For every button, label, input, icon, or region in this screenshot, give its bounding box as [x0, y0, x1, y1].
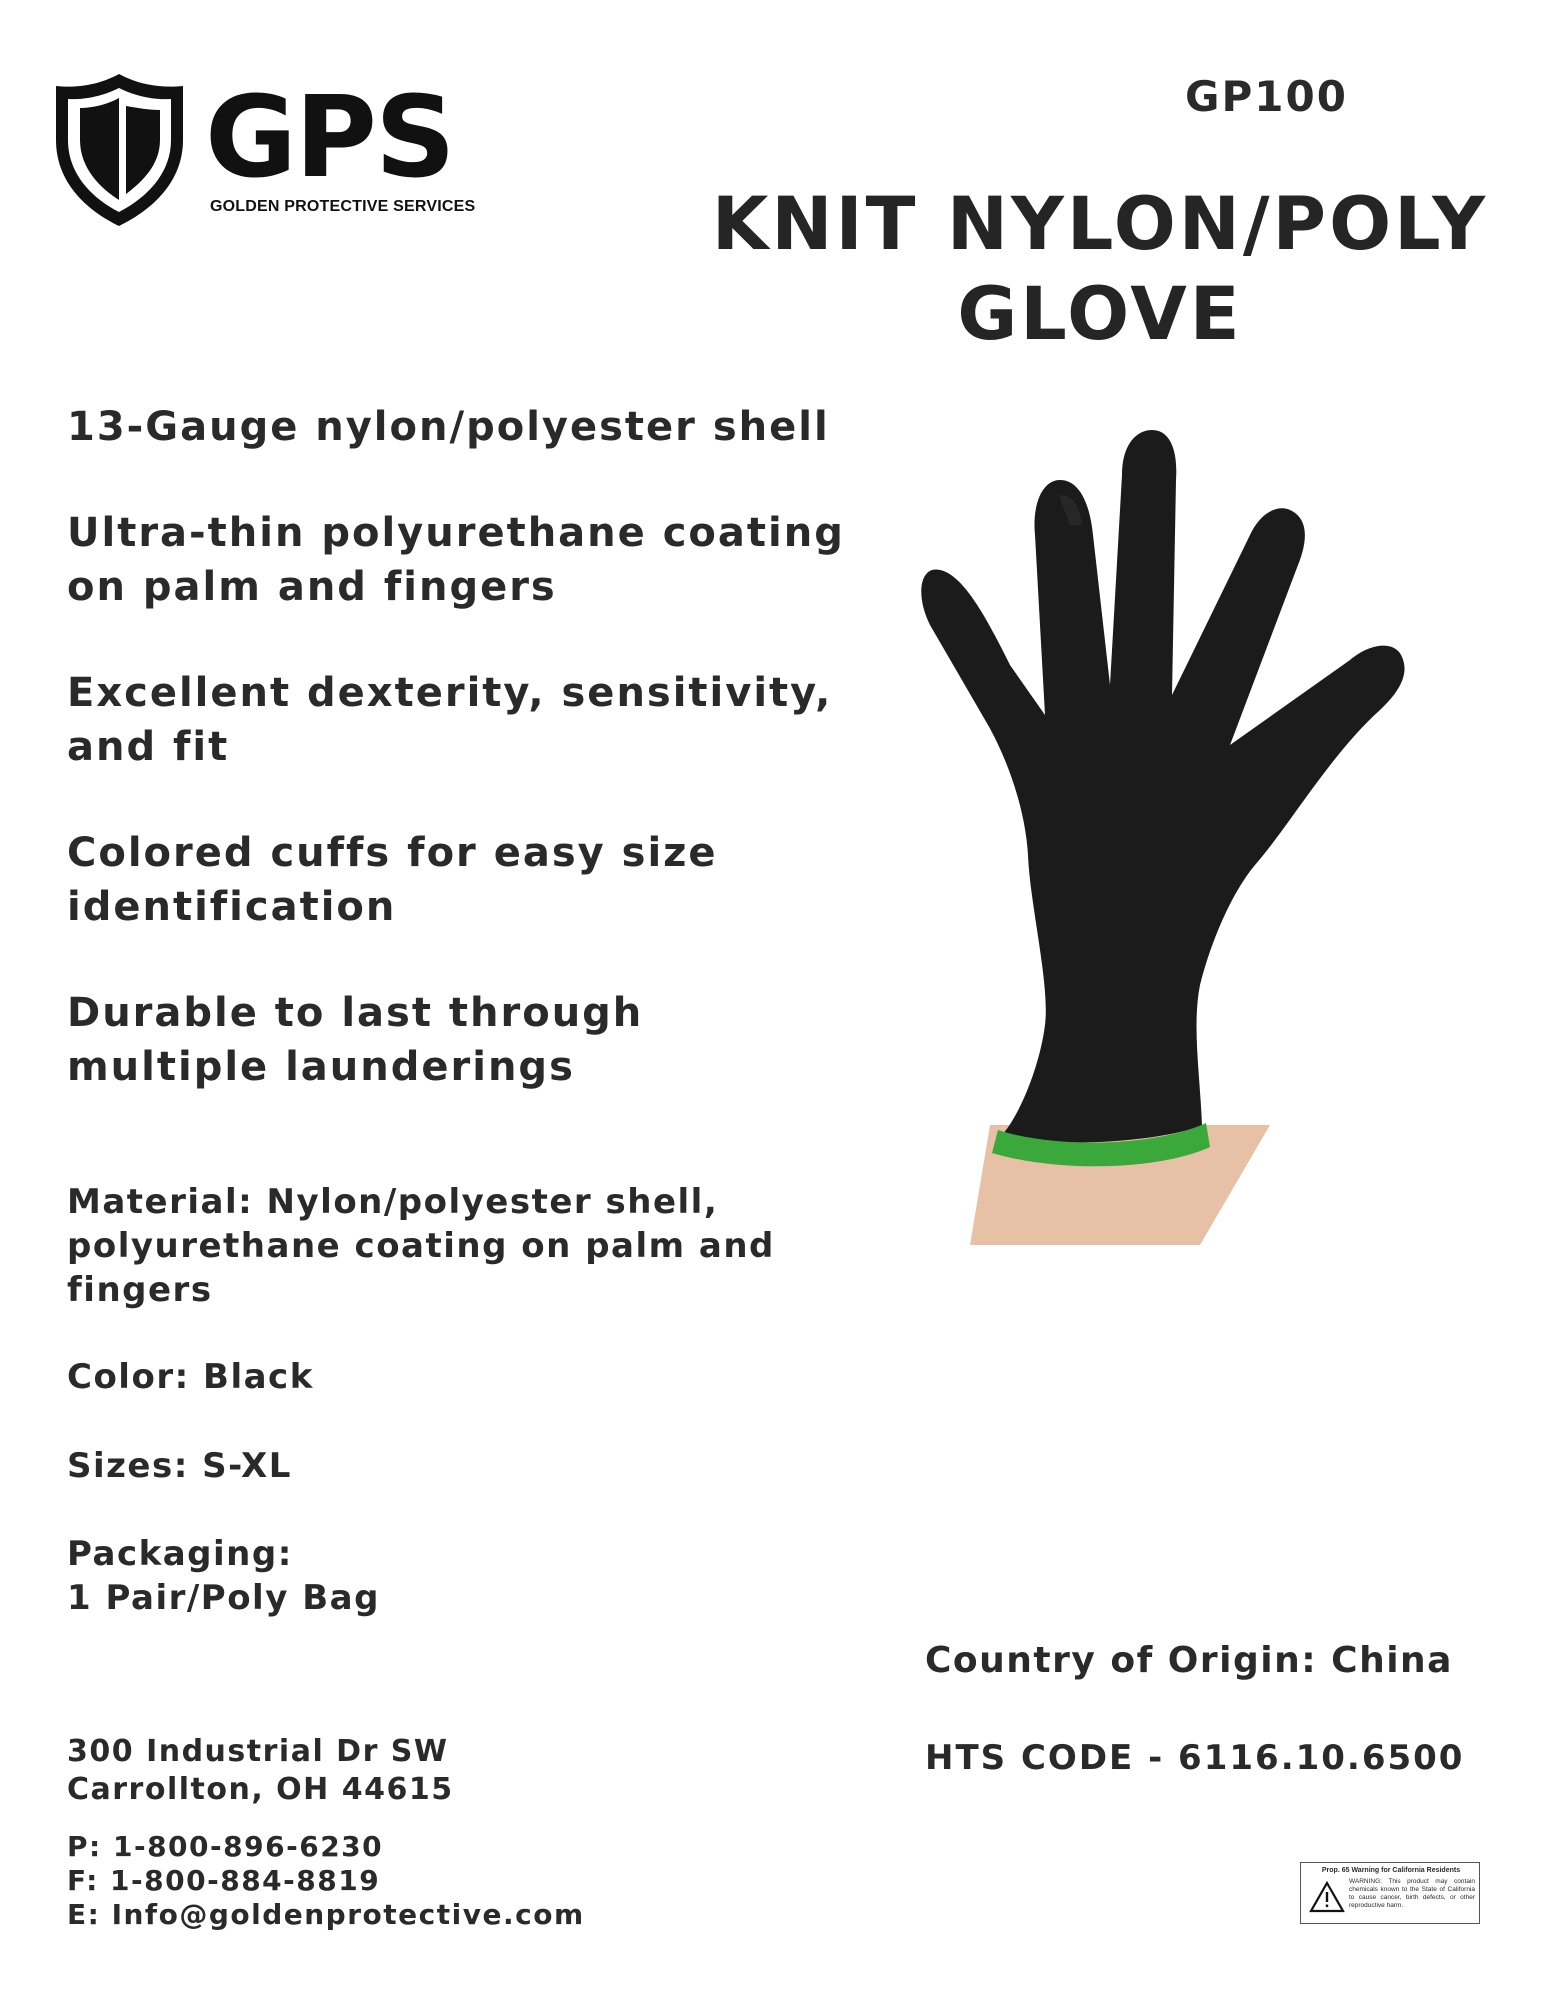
- contact-block: [67, 1830, 585, 1932]
- spec-packaging-label: Packaging:: [67, 1534, 293, 1574]
- spec-material: Material: Nylon/polyester shell, polyurethane coating on palm and fingers: [67, 1182, 775, 1310]
- prop65-title: Prop. 65 Warning for California Residents: [1321, 1867, 1461, 1874]
- address-line2: Carrollton, OH 44615: [67, 1772, 454, 1807]
- product-title-line2: GLOVE: [957, 272, 1243, 357]
- model-number: GP100: [1185, 72, 1348, 121]
- shield-logo-icon: [52, 70, 187, 230]
- warning-triangle-icon: [1309, 1881, 1345, 1913]
- contact-phone: P: 1-800-896-6230: [67, 1830, 384, 1863]
- contact-email: E: Info@goldenprotective.com: [67, 1898, 585, 1931]
- brand-full-name: GOLDEN PROTECTIVE SERVICES: [210, 198, 476, 215]
- hts-code: HTS CODE - 6116.10.6500: [925, 1738, 1465, 1778]
- product-title: [700, 180, 1500, 360]
- country-of-origin: Country of Origin: China: [925, 1640, 1453, 1681]
- brand-wordmark: GPS: [205, 73, 454, 203]
- spec-color: Color: Black: [67, 1357, 314, 1397]
- feature-item: Ultra-thin polyurethane coating on palm and fingers: [67, 510, 845, 610]
- address-block: [67, 1733, 454, 1809]
- feature-item: Durable to last through multiple launderings: [67, 990, 644, 1090]
- spec-packaging: [67, 1532, 380, 1620]
- feature-item: Excellent dexterity, sensitivity, and fit: [67, 670, 833, 770]
- feature-list: [67, 400, 847, 1146]
- spec-sizes: Sizes: S-XL: [67, 1446, 292, 1486]
- glove-image: [910, 425, 1470, 1255]
- product-title-line1: KNIT NYLON/POLY: [711, 182, 1489, 267]
- address-line1: 300 Industrial Dr SW: [67, 1734, 449, 1769]
- contact-fax: F: 1-800-884-8819: [67, 1864, 381, 1897]
- feature-item: 13-Gauge nylon/polyester shell: [67, 404, 830, 450]
- spec-packaging-value: 1 Pair/Poly Bag: [67, 1578, 380, 1618]
- prop65-warning-label: [1300, 1862, 1480, 1924]
- prop65-text: WARNING: This product may contain chemicals known to the State of California to cause cancer, birth defects, or other reproductive harm.: [1349, 1878, 1475, 1909]
- feature-item: Colored cuffs for easy size identification: [67, 830, 718, 930]
